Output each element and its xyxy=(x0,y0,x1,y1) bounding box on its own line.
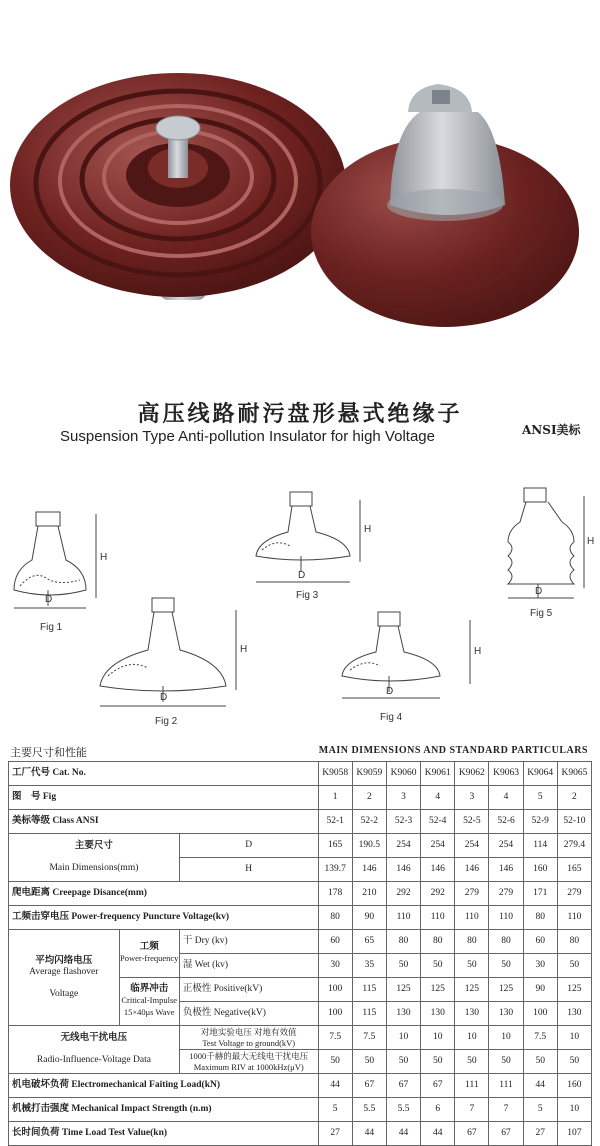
cell: 130 xyxy=(455,1002,489,1026)
cell: 44 xyxy=(421,1122,455,1146)
cell: 7 xyxy=(455,1098,489,1122)
cell: K9061 xyxy=(421,762,455,786)
cell: 165 xyxy=(318,834,352,858)
cell: 5 xyxy=(523,1098,557,1122)
drawing-fig-2 xyxy=(100,598,236,706)
cell: 7.5 xyxy=(318,1026,352,1050)
cell: 44 xyxy=(352,1122,386,1146)
cell: 52-2 xyxy=(352,810,386,834)
cell: 52-10 xyxy=(557,810,591,834)
cell: 10 xyxy=(455,1026,489,1050)
cell: 2 xyxy=(557,786,591,810)
standard-label: ANSI美标 xyxy=(522,423,581,437)
cell: 130 xyxy=(489,1002,523,1026)
label-cat-no: 工厂代号 Cat. No. xyxy=(9,762,319,786)
flash-cn: 平均闪络电压 xyxy=(35,955,93,966)
cell: 2 xyxy=(352,786,386,810)
cell: 115 xyxy=(352,978,386,1002)
cell: 80 xyxy=(386,930,420,954)
fig-3-label: Fig 3 xyxy=(296,590,319,601)
cell: 110 xyxy=(455,906,489,930)
cell: 50 xyxy=(557,1050,591,1074)
cell: 165 xyxy=(557,858,591,882)
insulator-right xyxy=(311,84,579,327)
label-dry: 干 Dry (kv) xyxy=(179,930,318,954)
cell: 50 xyxy=(421,954,455,978)
cell: 139.7 xyxy=(318,858,352,882)
cell: 130 xyxy=(386,1002,420,1026)
cell: 115 xyxy=(352,1002,386,1026)
cell: 3 xyxy=(455,786,489,810)
cell: 50 xyxy=(421,1050,455,1074)
label-h: H xyxy=(179,858,318,882)
cell: 52-6 xyxy=(489,810,523,834)
fig-3-dim-h: H xyxy=(364,524,372,535)
cell: 210 xyxy=(352,882,386,906)
cell: 111 xyxy=(489,1074,523,1098)
cell: 125 xyxy=(489,978,523,1002)
fig-2-dim-h: H xyxy=(240,644,248,655)
cell: 171 xyxy=(523,882,557,906)
row-class xyxy=(9,810,592,834)
row-impact xyxy=(9,1098,592,1122)
cell: 50 xyxy=(523,1050,557,1074)
cell: 52-9 xyxy=(523,810,557,834)
cell: 50 xyxy=(318,1050,352,1074)
cell: 27 xyxy=(318,1122,352,1146)
fig-4-dim-d: D xyxy=(386,686,394,697)
cell: K9063 xyxy=(489,762,523,786)
label-test-voltage xyxy=(179,1026,318,1050)
cell: 254 xyxy=(455,834,489,858)
fig-3-dim-d: D xyxy=(298,570,306,581)
tv-cn: 对地实验电压 对地有效值 xyxy=(200,1026,297,1037)
riv-max-cn: 1000千赫的最大无线电干扰电压 xyxy=(189,1050,309,1061)
cell: 5.5 xyxy=(386,1098,420,1122)
insulator-left xyxy=(10,73,346,300)
label-puncture: 工频击穿电压 Power-frequency Puncture Voltage(kv) xyxy=(9,906,319,930)
cell: K9064 xyxy=(523,762,557,786)
label-positive: 正极性 Positive(kV) xyxy=(179,978,318,1002)
cell: 130 xyxy=(421,1002,455,1026)
fig-1-dim-d: D xyxy=(45,594,53,605)
cell: 10 xyxy=(557,1026,591,1050)
cell: 80 xyxy=(318,906,352,930)
cell: 160 xyxy=(523,858,557,882)
row-dry xyxy=(9,930,592,954)
label-riv xyxy=(9,1026,180,1074)
cell: 160 xyxy=(557,1074,591,1098)
cell: K9060 xyxy=(386,762,420,786)
cell: 7.5 xyxy=(352,1026,386,1050)
technical-drawings xyxy=(0,470,600,740)
cell: 10 xyxy=(386,1026,420,1050)
main-dim-en: Main Dimensions(mm) xyxy=(49,863,139,873)
cell: 10 xyxy=(489,1026,523,1050)
fig-1-dim-h: H xyxy=(100,552,108,563)
flash-en1: Average flashover xyxy=(29,966,99,977)
cell: 100 xyxy=(523,1002,557,1026)
cell: 1 xyxy=(318,786,352,810)
cell: 146 xyxy=(421,858,455,882)
imp-cn: 临界冲击 xyxy=(130,984,169,994)
cell: 4 xyxy=(421,786,455,810)
label-riv-max xyxy=(179,1050,318,1074)
cell: 110 xyxy=(557,906,591,930)
cell: 146 xyxy=(386,858,420,882)
fig-5-label: Fig 5 xyxy=(530,608,553,619)
cell: 67 xyxy=(489,1122,523,1146)
pf-en: Power-frequency xyxy=(120,953,179,963)
cell: 100 xyxy=(318,978,352,1002)
cell: 6 xyxy=(421,1098,455,1122)
cell: 35 xyxy=(352,954,386,978)
row-test-voltage xyxy=(9,1026,592,1050)
row-creepage xyxy=(9,882,592,906)
cell: 279.4 xyxy=(557,834,591,858)
cell: 114 xyxy=(523,834,557,858)
row-time-load xyxy=(9,1122,592,1146)
cell: 80 xyxy=(489,930,523,954)
cell: 60 xyxy=(523,930,557,954)
section-header-en: MAIN DIMENSIONS AND STANDARD PARTICULARS xyxy=(318,745,588,756)
section-header-cn: 主要尺寸和性能 xyxy=(10,746,87,759)
cell: 125 xyxy=(421,978,455,1002)
riv-en: Radio-Influence-Voltage Data xyxy=(36,1055,151,1065)
cell: 67 xyxy=(455,1122,489,1146)
cell: 110 xyxy=(386,906,420,930)
row-dim-d xyxy=(9,834,592,858)
cell: 65 xyxy=(352,930,386,954)
cell: 254 xyxy=(489,834,523,858)
drawing-fig-4 xyxy=(342,612,470,698)
cell: 146 xyxy=(489,858,523,882)
flash-en2: Voltage xyxy=(49,988,79,999)
cell: 146 xyxy=(455,858,489,882)
cell: 50 xyxy=(489,954,523,978)
cell: 5 xyxy=(318,1098,352,1122)
label-electromechanical: 机电破坏负荷 Electromechanical Faiting Load(kN) xyxy=(9,1074,319,1098)
main-dim-cn: 主要尺寸 xyxy=(74,841,113,851)
cell: 107 xyxy=(557,1122,591,1146)
cell: 50 xyxy=(557,954,591,978)
cell: 254 xyxy=(386,834,420,858)
cell: 44 xyxy=(386,1122,420,1146)
cell: 50 xyxy=(489,1050,523,1074)
cell: 111 xyxy=(455,1074,489,1098)
cell: 10 xyxy=(557,1098,591,1122)
label-main-dimensions xyxy=(9,834,180,882)
cell: 5 xyxy=(523,786,557,810)
cell: 50 xyxy=(455,1050,489,1074)
cell: 52-5 xyxy=(455,810,489,834)
fig-5-dim-d: D xyxy=(535,586,543,597)
cell: 52-1 xyxy=(318,810,352,834)
fig-2-label: Fig 2 xyxy=(155,716,178,727)
row-electromechanical xyxy=(9,1074,592,1098)
row-puncture xyxy=(9,906,592,930)
cell: 44 xyxy=(318,1074,352,1098)
cell: 67 xyxy=(352,1074,386,1098)
fig-5-dim-h: H xyxy=(587,536,595,547)
label-time-load: 长时间负荷 Time Load Test Value(kn) xyxy=(9,1122,319,1146)
cell: 125 xyxy=(386,978,420,1002)
label-creepage: 爬电距离 Creepage Disance(mm) xyxy=(9,882,319,906)
imp-en2: 15×40μs Wave xyxy=(123,1007,175,1017)
cell: 30 xyxy=(523,954,557,978)
cell: 7 xyxy=(489,1098,523,1122)
cell: 146 xyxy=(352,858,386,882)
product-photo xyxy=(0,0,600,380)
cell: 90 xyxy=(523,978,557,1002)
label-class: 美标等级 Class ANSI xyxy=(9,810,319,834)
cell: 50 xyxy=(386,1050,420,1074)
cell: K9059 xyxy=(352,762,386,786)
cell: 10 xyxy=(421,1026,455,1050)
cell: 67 xyxy=(386,1074,420,1098)
cell: 44 xyxy=(523,1074,557,1098)
label-negative: 负极性 Negative(kV) xyxy=(179,1002,318,1026)
label-wet: 湿 Wet (kv) xyxy=(179,954,318,978)
cell: K9065 xyxy=(557,762,591,786)
imp-en1: Critical-Impulse xyxy=(121,995,178,1005)
label-d: D xyxy=(179,834,318,858)
cell: 190.5 xyxy=(352,834,386,858)
row-cat-no xyxy=(9,762,592,786)
cell: 60 xyxy=(318,930,352,954)
cell: 80 xyxy=(557,930,591,954)
specifications-table xyxy=(8,761,592,1146)
cell: 3 xyxy=(386,786,420,810)
title-chinese: 高压线路耐污盘形悬式绝缘子 xyxy=(137,401,463,427)
cell: 90 xyxy=(352,906,386,930)
label-power-frequency xyxy=(119,930,179,978)
cell: K9058 xyxy=(318,762,352,786)
cell: 67 xyxy=(421,1074,455,1098)
cell: 292 xyxy=(421,882,455,906)
cell: 52-3 xyxy=(386,810,420,834)
label-flashover xyxy=(9,930,120,1026)
title-english: Suspension Type Anti-pollution Insulator for high Voltage xyxy=(60,428,435,445)
fig-1-label: Fig 1 xyxy=(40,622,63,633)
fig-4-dim-h: H xyxy=(474,646,482,657)
tv-en: Test Voltage to ground(kV) xyxy=(202,1037,296,1048)
cell: 110 xyxy=(489,906,523,930)
cell: 52-4 xyxy=(421,810,455,834)
cell: 279 xyxy=(455,882,489,906)
cell: 27 xyxy=(523,1122,557,1146)
cell: 254 xyxy=(421,834,455,858)
drawing-fig-5 xyxy=(508,488,584,598)
cell: 80 xyxy=(421,930,455,954)
cell: 80 xyxy=(455,930,489,954)
riv-max-en: Maximum RIV at 1000kHz(μV) xyxy=(193,1061,304,1072)
cell: 125 xyxy=(455,978,489,1002)
cell: 7.5 xyxy=(523,1026,557,1050)
cell: 100 xyxy=(318,1002,352,1026)
row-fig xyxy=(9,786,592,810)
label-critical-impulse xyxy=(119,978,179,1026)
cell: 50 xyxy=(386,954,420,978)
fig-4-label: Fig 4 xyxy=(380,712,403,723)
riv-cn: 无线电干扰电压 xyxy=(60,1033,128,1043)
cell: 110 xyxy=(421,906,455,930)
cell: 178 xyxy=(318,882,352,906)
pf-cn: 工频 xyxy=(139,942,159,952)
cell: 5.5 xyxy=(352,1098,386,1122)
cell: 50 xyxy=(455,954,489,978)
cell: 4 xyxy=(489,786,523,810)
label-impact: 机械打击强度 Mechanical Impact Strength (n.m) xyxy=(9,1098,319,1122)
cell: 279 xyxy=(489,882,523,906)
cell: 130 xyxy=(557,1002,591,1026)
cell: 279 xyxy=(557,882,591,906)
drawing-fig-1 xyxy=(14,512,96,608)
cell: 30 xyxy=(318,954,352,978)
cell: 50 xyxy=(352,1050,386,1074)
cell: 292 xyxy=(386,882,420,906)
fig-2-dim-d: D xyxy=(160,692,168,703)
label-fig: 图 号 Fig xyxy=(9,786,319,810)
cell: 125 xyxy=(557,978,591,1002)
cell: 80 xyxy=(523,906,557,930)
drawing-fig-3 xyxy=(256,492,360,582)
cell: K9062 xyxy=(455,762,489,786)
